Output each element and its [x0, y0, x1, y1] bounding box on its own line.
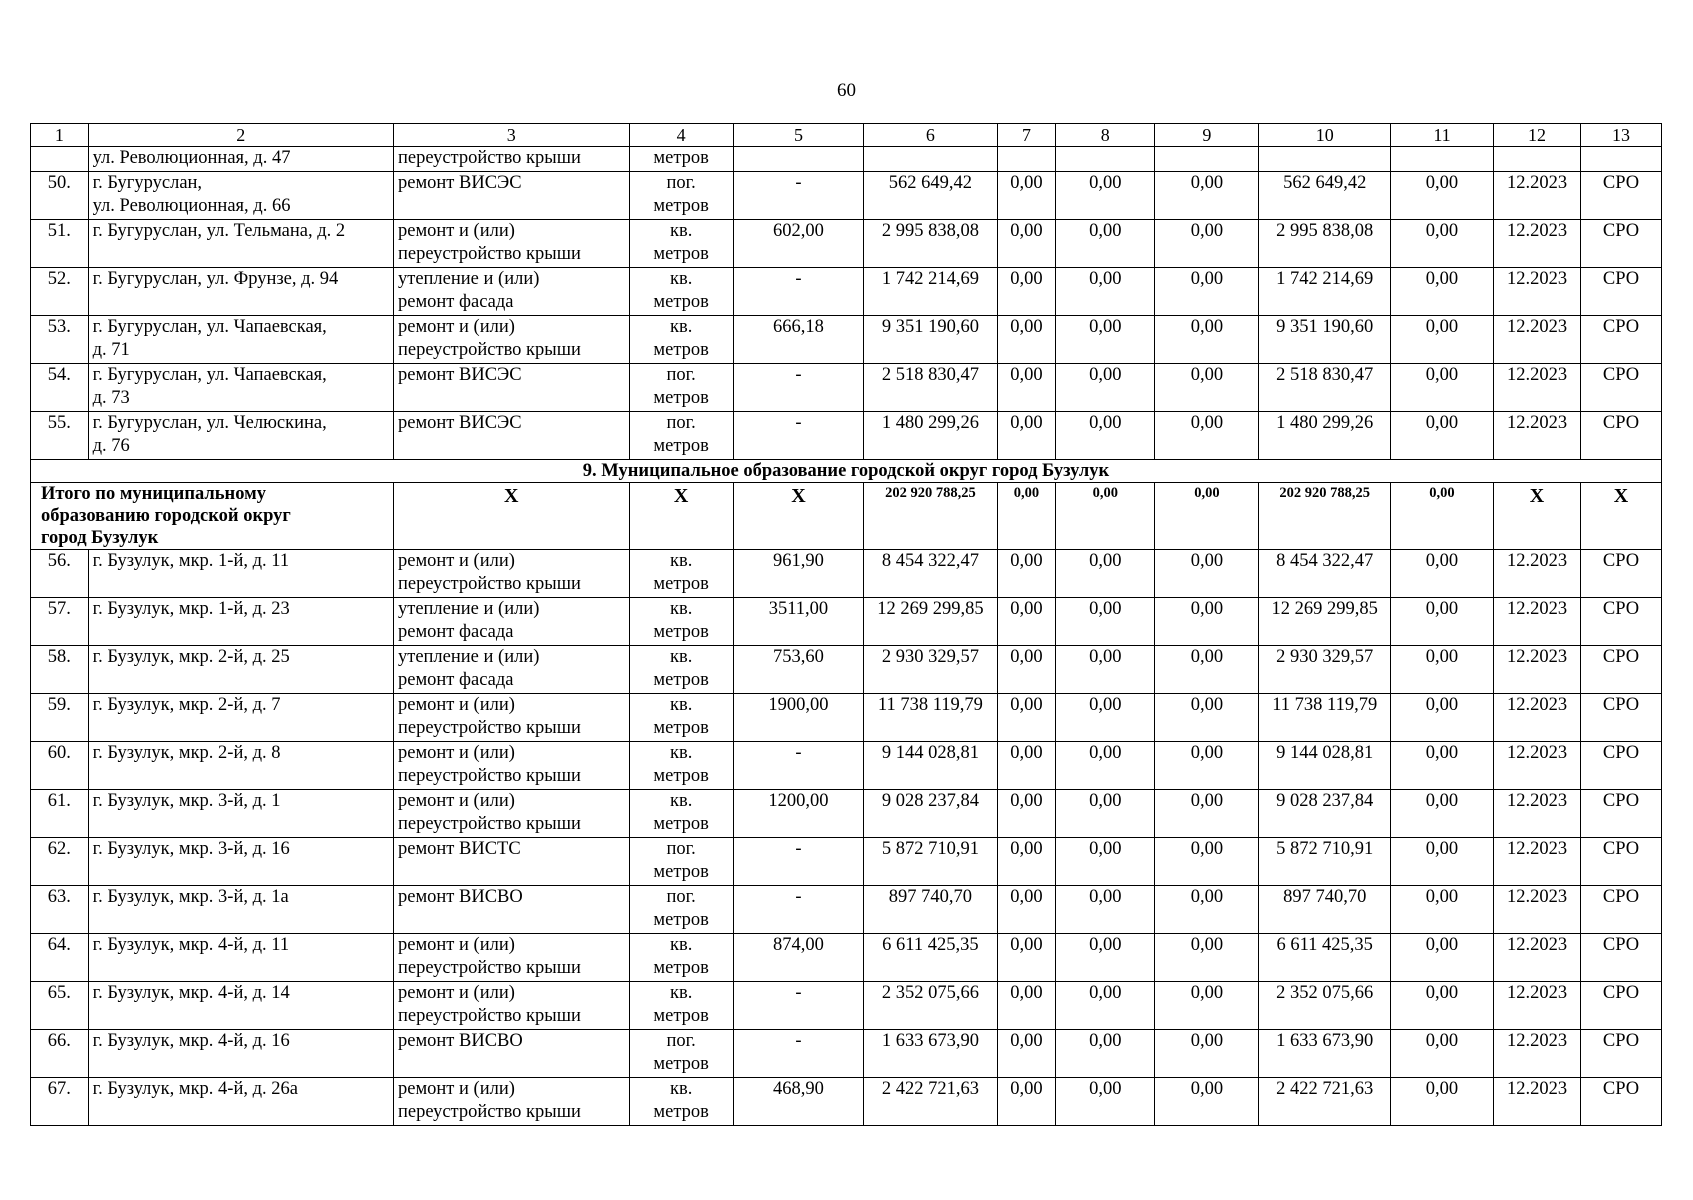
- area-cell: 1900,00: [733, 693, 863, 741]
- row-number: 55.: [31, 411, 89, 459]
- owner-funds-cell: 897 740,70: [1259, 885, 1390, 933]
- work-type-cell: утепление и (или) ремонт фасада: [393, 597, 629, 645]
- method-cell: СРО: [1581, 885, 1662, 933]
- unit-cell: кв. метров: [629, 933, 733, 981]
- method-cell: СРО: [1581, 741, 1662, 789]
- fund-cell: 0,00: [997, 267, 1056, 315]
- method-cell: СРО: [1581, 219, 1662, 267]
- table-row: [31, 933, 1662, 981]
- fund-cell: 0,00: [997, 741, 1056, 789]
- fund-cell: 0,00: [1390, 267, 1493, 315]
- method-cell: СРО: [1581, 645, 1662, 693]
- row-number: 51.: [31, 219, 89, 267]
- owner-funds-cell: 5 872 710,91: [1259, 837, 1390, 885]
- fund-cell: 0,00: [1056, 267, 1155, 315]
- table-row: [31, 597, 1662, 645]
- completion-date-cell: 12.2023: [1494, 219, 1581, 267]
- fund-cell: 0,00: [1155, 693, 1259, 741]
- row-number: 64.: [31, 933, 89, 981]
- fund-cell: 0,00: [1155, 267, 1259, 315]
- table-row: [31, 693, 1662, 741]
- address-cell: г. Бузулук, мкр. 4-й, д. 11: [88, 933, 393, 981]
- completion-date-cell: 12.2023: [1494, 645, 1581, 693]
- owner-funds-cell: 11 738 119,79: [1259, 693, 1390, 741]
- area-cell: -: [733, 411, 863, 459]
- fund-cell: 0,00: [1390, 1077, 1493, 1125]
- completion-date-cell: 12.2023: [1494, 933, 1581, 981]
- fund-cell: 0,00: [1390, 645, 1493, 693]
- owner-funds-cell: 12 269 299,85: [1259, 597, 1390, 645]
- empty-cell: [733, 147, 863, 172]
- method-cell: СРО: [1581, 549, 1662, 597]
- page-number: 60: [837, 80, 856, 101]
- work-type-cell: утепление и (или) ремонт фасада: [393, 645, 629, 693]
- method-cell: СРО: [1581, 933, 1662, 981]
- area-cell: 602,00: [733, 219, 863, 267]
- completion-date-cell: 12.2023: [1494, 741, 1581, 789]
- row-number: 50.: [31, 171, 89, 219]
- total-cost-cell: 5 872 710,91: [864, 837, 997, 885]
- completion-date-cell: 12.2023: [1494, 837, 1581, 885]
- fund-cell: 0,00: [997, 1029, 1056, 1077]
- section-heading-row: [31, 459, 1662, 482]
- column-number-header: 3: [393, 124, 629, 147]
- address-cell: г. Бузулук, мкр. 2-й, д. 7: [88, 693, 393, 741]
- method-cell: СРО: [1581, 267, 1662, 315]
- column-number-row: [31, 124, 1662, 147]
- fund-cell: 0,00: [997, 981, 1056, 1029]
- column-number-header: 11: [1390, 124, 1493, 147]
- table-row: [31, 837, 1662, 885]
- x-mark: X: [1581, 482, 1662, 549]
- area-cell: 961,90: [733, 549, 863, 597]
- fund-cell: 0,00: [1390, 885, 1493, 933]
- area-cell: -: [733, 171, 863, 219]
- total-cost-cell: 2 422 721,63: [864, 1077, 997, 1125]
- address-cell: г. Бузулук, мкр. 4-й, д. 16: [88, 1029, 393, 1077]
- unit-cell: кв. метров: [629, 693, 733, 741]
- unit-cell: кв. метров: [629, 981, 733, 1029]
- total-cost-cell: 202 920 788,25: [864, 482, 997, 549]
- table-row: [31, 741, 1662, 789]
- fund-cell: 0,00: [1155, 597, 1259, 645]
- work-type-cell: ремонт и (или) переустройство крыши: [393, 219, 629, 267]
- address-cell: г. Бузулук, мкр. 1-й, д. 23: [88, 597, 393, 645]
- completion-date-cell: 12.2023: [1494, 1029, 1581, 1077]
- empty-cell: [1494, 147, 1581, 172]
- owner-funds-cell: 2 518 830,47: [1259, 363, 1390, 411]
- address-cell: г. Бугуруслан, ул. Революционная, д. 66: [88, 171, 393, 219]
- area-cell: -: [733, 1029, 863, 1077]
- table-row: [31, 171, 1662, 219]
- fund-cell: 0,00: [1155, 363, 1259, 411]
- area-cell: -: [733, 885, 863, 933]
- method-cell: СРО: [1581, 693, 1662, 741]
- empty-cell: [1390, 147, 1493, 172]
- column-number-header: 7: [997, 124, 1056, 147]
- address-cell: ул. Революционная, д. 47: [88, 147, 393, 172]
- total-cost-cell: 9 144 028,81: [864, 741, 997, 789]
- unit-cell: кв. метров: [629, 219, 733, 267]
- unit-cell: кв. метров: [629, 549, 733, 597]
- fund-cell: 0,00: [1390, 789, 1493, 837]
- fund-cell: 0,00: [1155, 411, 1259, 459]
- column-number-header: 1: [31, 124, 89, 147]
- table-row: [31, 363, 1662, 411]
- fund-cell: 0,00: [1056, 789, 1155, 837]
- municipality-total-row: [31, 482, 1662, 549]
- total-cost-cell: 1 480 299,26: [864, 411, 997, 459]
- table-row: [31, 267, 1662, 315]
- fund-cell: 0,00: [1155, 885, 1259, 933]
- fund-cell: 0,00: [1056, 885, 1155, 933]
- owner-funds-cell: 2 422 721,63: [1259, 1077, 1390, 1125]
- fund-cell: 0,00: [997, 645, 1056, 693]
- work-type-cell: переустройство крыши: [393, 147, 629, 172]
- unit-cell: кв. метров: [629, 597, 733, 645]
- fund-cell: 0,00: [1155, 741, 1259, 789]
- unit-cell: кв. метров: [629, 1077, 733, 1125]
- method-cell: СРО: [1581, 171, 1662, 219]
- area-cell: -: [733, 267, 863, 315]
- owner-funds-cell: 2 995 838,08: [1259, 219, 1390, 267]
- address-cell: г. Бузулук, мкр. 2-й, д. 25: [88, 645, 393, 693]
- completion-date-cell: 12.2023: [1494, 411, 1581, 459]
- area-cell: 468,90: [733, 1077, 863, 1125]
- completion-date-cell: 12.2023: [1494, 549, 1581, 597]
- work-type-cell: ремонт ВИСЭС: [393, 363, 629, 411]
- address-cell: г. Бугуруслан, ул. Чапаевская, д. 73: [88, 363, 393, 411]
- work-type-cell: ремонт и (или) переустройство крыши: [393, 741, 629, 789]
- area-cell: -: [733, 363, 863, 411]
- fund-cell: 0,00: [1390, 363, 1493, 411]
- row-number: 59.: [31, 693, 89, 741]
- work-type-cell: ремонт и (или) переустройство крыши: [393, 693, 629, 741]
- work-type-cell: ремонт и (или) переустройство крыши: [393, 315, 629, 363]
- row-number: 62.: [31, 837, 89, 885]
- table-row: [31, 1077, 1662, 1125]
- address-cell: г. Бугуруслан, ул. Фрунзе, д. 94: [88, 267, 393, 315]
- column-number-header: 5: [733, 124, 863, 147]
- fund-cell: 0,00: [1056, 933, 1155, 981]
- owner-funds-cell: 202 920 788,25: [1259, 482, 1390, 549]
- column-number-header: 9: [1155, 124, 1259, 147]
- work-type-cell: ремонт ВИСТС: [393, 837, 629, 885]
- fund-cell: 0,00: [1056, 219, 1155, 267]
- method-cell: СРО: [1581, 363, 1662, 411]
- owner-funds-cell: 9 144 028,81: [1259, 741, 1390, 789]
- fund-cell: 0,00: [1056, 597, 1155, 645]
- fund-cell: 0,00: [1390, 597, 1493, 645]
- unit-cell: кв. метров: [629, 267, 733, 315]
- unit-cell: кв. метров: [629, 741, 733, 789]
- fund-cell: 0,00: [1056, 315, 1155, 363]
- unit-cell: пог. метров: [629, 837, 733, 885]
- fund-cell: 0,00: [1056, 1029, 1155, 1077]
- column-number-header: 10: [1259, 124, 1390, 147]
- row-number: 67.: [31, 1077, 89, 1125]
- fund-cell: 0,00: [1390, 549, 1493, 597]
- address-cell: г. Бузулук, мкр. 1-й, д. 11: [88, 549, 393, 597]
- section-title: 9. Муниципальное образование городской округ город Бузулук: [31, 459, 1662, 482]
- completion-date-cell: 12.2023: [1494, 363, 1581, 411]
- fund-cell: 0,00: [1390, 1029, 1493, 1077]
- fund-cell: 0,00: [1056, 482, 1155, 549]
- row-number: 63.: [31, 885, 89, 933]
- owner-funds-cell: 1 633 673,90: [1259, 1029, 1390, 1077]
- fund-cell: 0,00: [997, 1077, 1056, 1125]
- total-cost-cell: 9 351 190,60: [864, 315, 997, 363]
- fund-cell: 0,00: [1056, 549, 1155, 597]
- area-cell: 753,60: [733, 645, 863, 693]
- row-number: 54.: [31, 363, 89, 411]
- row-number: 56.: [31, 549, 89, 597]
- table-row-continued: [31, 147, 1662, 172]
- address-cell: г. Бузулук, мкр. 4-й, д. 26а: [88, 1077, 393, 1125]
- x-mark: X: [629, 482, 733, 549]
- address-cell: г. Бузулук, мкр. 3-й, д. 16: [88, 837, 393, 885]
- area-cell: 666,18: [733, 315, 863, 363]
- fund-cell: 0,00: [1155, 482, 1259, 549]
- fund-cell: 0,00: [1056, 171, 1155, 219]
- address-cell: г. Бугуруслан, ул. Тельмана, д. 2: [88, 219, 393, 267]
- owner-funds-cell: 562 649,42: [1259, 171, 1390, 219]
- total-cost-cell: 2 518 830,47: [864, 363, 997, 411]
- row-number: 61.: [31, 789, 89, 837]
- method-cell: СРО: [1581, 1077, 1662, 1125]
- fund-cell: 0,00: [1155, 837, 1259, 885]
- completion-date-cell: 12.2023: [1494, 1077, 1581, 1125]
- total-cost-cell: 1 742 214,69: [864, 267, 997, 315]
- fund-cell: 0,00: [1056, 837, 1155, 885]
- address-cell: г. Бузулук, мкр. 2-й, д. 8: [88, 741, 393, 789]
- empty-cell: [1581, 147, 1662, 172]
- unit-cell: кв. метров: [629, 315, 733, 363]
- unit-cell: пог. метров: [629, 411, 733, 459]
- fund-cell: 0,00: [1390, 741, 1493, 789]
- fund-cell: 0,00: [997, 597, 1056, 645]
- work-type-cell: ремонт ВИСЭС: [393, 171, 629, 219]
- fund-cell: 0,00: [1056, 981, 1155, 1029]
- table-row: [31, 645, 1662, 693]
- owner-funds-cell: 1 480 299,26: [1259, 411, 1390, 459]
- unit-cell: пог. метров: [629, 363, 733, 411]
- fund-cell: 0,00: [1155, 789, 1259, 837]
- fund-cell: 0,00: [997, 693, 1056, 741]
- completion-date-cell: 12.2023: [1494, 693, 1581, 741]
- area-cell: -: [733, 981, 863, 1029]
- fund-cell: 0,00: [997, 789, 1056, 837]
- fund-cell: 0,00: [997, 219, 1056, 267]
- unit-cell: пог. метров: [629, 1029, 733, 1077]
- row-number: 58.: [31, 645, 89, 693]
- owner-funds-cell: 9 028 237,84: [1259, 789, 1390, 837]
- x-mark: X: [733, 482, 863, 549]
- fund-cell: 0,00: [997, 549, 1056, 597]
- row-number: 52.: [31, 267, 89, 315]
- fund-cell: 0,00: [997, 837, 1056, 885]
- total-cost-cell: 11 738 119,79: [864, 693, 997, 741]
- total-cost-cell: 2 930 329,57: [864, 645, 997, 693]
- empty-cell: [997, 147, 1056, 172]
- total-cost-cell: 12 269 299,85: [864, 597, 997, 645]
- fund-cell: 0,00: [1155, 219, 1259, 267]
- work-type-cell: утепление и (или) ремонт фасада: [393, 267, 629, 315]
- fund-cell: 0,00: [1155, 549, 1259, 597]
- completion-date-cell: 12.2023: [1494, 315, 1581, 363]
- x-mark: X: [1494, 482, 1581, 549]
- area-cell: 1200,00: [733, 789, 863, 837]
- fund-cell: 0,00: [1056, 1077, 1155, 1125]
- completion-date-cell: 12.2023: [1494, 981, 1581, 1029]
- table-row: [31, 219, 1662, 267]
- row-number: 60.: [31, 741, 89, 789]
- method-cell: СРО: [1581, 837, 1662, 885]
- unit-cell: кв. метров: [629, 645, 733, 693]
- empty-cell: [1155, 147, 1259, 172]
- address-cell: г. Бугуруслан, ул. Чапаевская, д. 71: [88, 315, 393, 363]
- empty-cell: [1259, 147, 1390, 172]
- work-type-cell: ремонт ВИСВО: [393, 1029, 629, 1077]
- fund-cell: 0,00: [997, 411, 1056, 459]
- fund-cell: 0,00: [997, 885, 1056, 933]
- fund-cell: 0,00: [1155, 933, 1259, 981]
- area-cell: -: [733, 741, 863, 789]
- fund-cell: 0,00: [1155, 315, 1259, 363]
- fund-cell: 0,00: [1056, 741, 1155, 789]
- unit-cell: пог. метров: [629, 171, 733, 219]
- table-row: [31, 1029, 1662, 1077]
- fund-cell: 0,00: [1056, 363, 1155, 411]
- work-type-cell: ремонт и (или) переустройство крыши: [393, 1077, 629, 1125]
- unit-cell: метров: [629, 147, 733, 172]
- owner-funds-cell: 1 742 214,69: [1259, 267, 1390, 315]
- completion-date-cell: 12.2023: [1494, 597, 1581, 645]
- total-cost-cell: 2 352 075,66: [864, 981, 997, 1029]
- column-number-header: 6: [864, 124, 997, 147]
- column-number-header: 13: [1581, 124, 1662, 147]
- owner-funds-cell: 8 454 322,47: [1259, 549, 1390, 597]
- fund-cell: 0,00: [1390, 171, 1493, 219]
- row-number: 57.: [31, 597, 89, 645]
- work-type-cell: ремонт ВИСВО: [393, 885, 629, 933]
- table-row: [31, 981, 1662, 1029]
- total-label: Итого по муниципальному образованию городской округ город Бузулук: [31, 482, 394, 549]
- address-cell: г. Бузулук, мкр. 4-й, д. 14: [88, 981, 393, 1029]
- owner-funds-cell: 9 351 190,60: [1259, 315, 1390, 363]
- table-row: [31, 315, 1662, 363]
- work-type-cell: ремонт и (или) переустройство крыши: [393, 789, 629, 837]
- column-number-header: 2: [88, 124, 393, 147]
- row-number: 53.: [31, 315, 89, 363]
- fund-cell: 0,00: [997, 482, 1056, 549]
- fund-cell: 0,00: [1390, 933, 1493, 981]
- address-cell: г. Бузулук, мкр. 3-й, д. 1: [88, 789, 393, 837]
- column-number-header: 4: [629, 124, 733, 147]
- column-number-header: 12: [1494, 124, 1581, 147]
- fund-cell: 0,00: [1390, 837, 1493, 885]
- fund-cell: 0,00: [1056, 693, 1155, 741]
- fund-cell: 0,00: [997, 315, 1056, 363]
- unit-cell: пог. метров: [629, 885, 733, 933]
- unit-cell: кв. метров: [629, 789, 733, 837]
- empty-cell: [31, 147, 89, 172]
- total-cost-cell: 9 028 237,84: [864, 789, 997, 837]
- x-mark: X: [393, 482, 629, 549]
- area-cell: 874,00: [733, 933, 863, 981]
- address-cell: г. Бугуруслан, ул. Челюскина, д. 76: [88, 411, 393, 459]
- table-row: [31, 411, 1662, 459]
- area-cell: 3511,00: [733, 597, 863, 645]
- method-cell: СРО: [1581, 315, 1662, 363]
- work-type-cell: ремонт и (или) переустройство крыши: [393, 981, 629, 1029]
- completion-date-cell: 12.2023: [1494, 171, 1581, 219]
- fund-cell: 0,00: [1390, 411, 1493, 459]
- row-number: 65.: [31, 981, 89, 1029]
- repair-schedule-table: [30, 123, 1662, 1126]
- total-cost-cell: 897 740,70: [864, 885, 997, 933]
- method-cell: СРО: [1581, 1029, 1662, 1077]
- completion-date-cell: 12.2023: [1494, 885, 1581, 933]
- owner-funds-cell: 6 611 425,35: [1259, 933, 1390, 981]
- work-type-cell: ремонт и (или) переустройство крыши: [393, 933, 629, 981]
- work-type-cell: ремонт ВИСЭС: [393, 411, 629, 459]
- fund-cell: 0,00: [1390, 219, 1493, 267]
- fund-cell: 0,00: [1056, 645, 1155, 693]
- fund-cell: 0,00: [997, 363, 1056, 411]
- total-cost-cell: 6 611 425,35: [864, 933, 997, 981]
- owner-funds-cell: 2 352 075,66: [1259, 981, 1390, 1029]
- completion-date-cell: 12.2023: [1494, 789, 1581, 837]
- fund-cell: 0,00: [1390, 981, 1493, 1029]
- total-cost-cell: 8 454 322,47: [864, 549, 997, 597]
- fund-cell: 0,00: [1155, 1077, 1259, 1125]
- fund-cell: 0,00: [1390, 482, 1493, 549]
- fund-cell: 0,00: [1056, 411, 1155, 459]
- owner-funds-cell: 2 930 329,57: [1259, 645, 1390, 693]
- total-cost-cell: 1 633 673,90: [864, 1029, 997, 1077]
- fund-cell: 0,00: [1155, 981, 1259, 1029]
- method-cell: СРО: [1581, 981, 1662, 1029]
- column-number-header: 8: [1056, 124, 1155, 147]
- fund-cell: 0,00: [1155, 171, 1259, 219]
- total-cost-cell: 562 649,42: [864, 171, 997, 219]
- completion-date-cell: 12.2023: [1494, 267, 1581, 315]
- address-cell: г. Бузулук, мкр. 3-й, д. 1а: [88, 885, 393, 933]
- table-row: [31, 789, 1662, 837]
- fund-cell: 0,00: [997, 933, 1056, 981]
- area-cell: -: [733, 837, 863, 885]
- empty-cell: [1056, 147, 1155, 172]
- fund-cell: 0,00: [1155, 645, 1259, 693]
- table-row: [31, 885, 1662, 933]
- fund-cell: 0,00: [1390, 315, 1493, 363]
- empty-cell: [864, 147, 997, 172]
- row-number: 66.: [31, 1029, 89, 1077]
- total-cost-cell: 2 995 838,08: [864, 219, 997, 267]
- fund-cell: 0,00: [1155, 1029, 1259, 1077]
- method-cell: СРО: [1581, 597, 1662, 645]
- work-type-cell: ремонт и (или) переустройство крыши: [393, 549, 629, 597]
- fund-cell: 0,00: [1390, 693, 1493, 741]
- method-cell: СРО: [1581, 789, 1662, 837]
- table-row: [31, 549, 1662, 597]
- fund-cell: 0,00: [997, 171, 1056, 219]
- method-cell: СРО: [1581, 411, 1662, 459]
